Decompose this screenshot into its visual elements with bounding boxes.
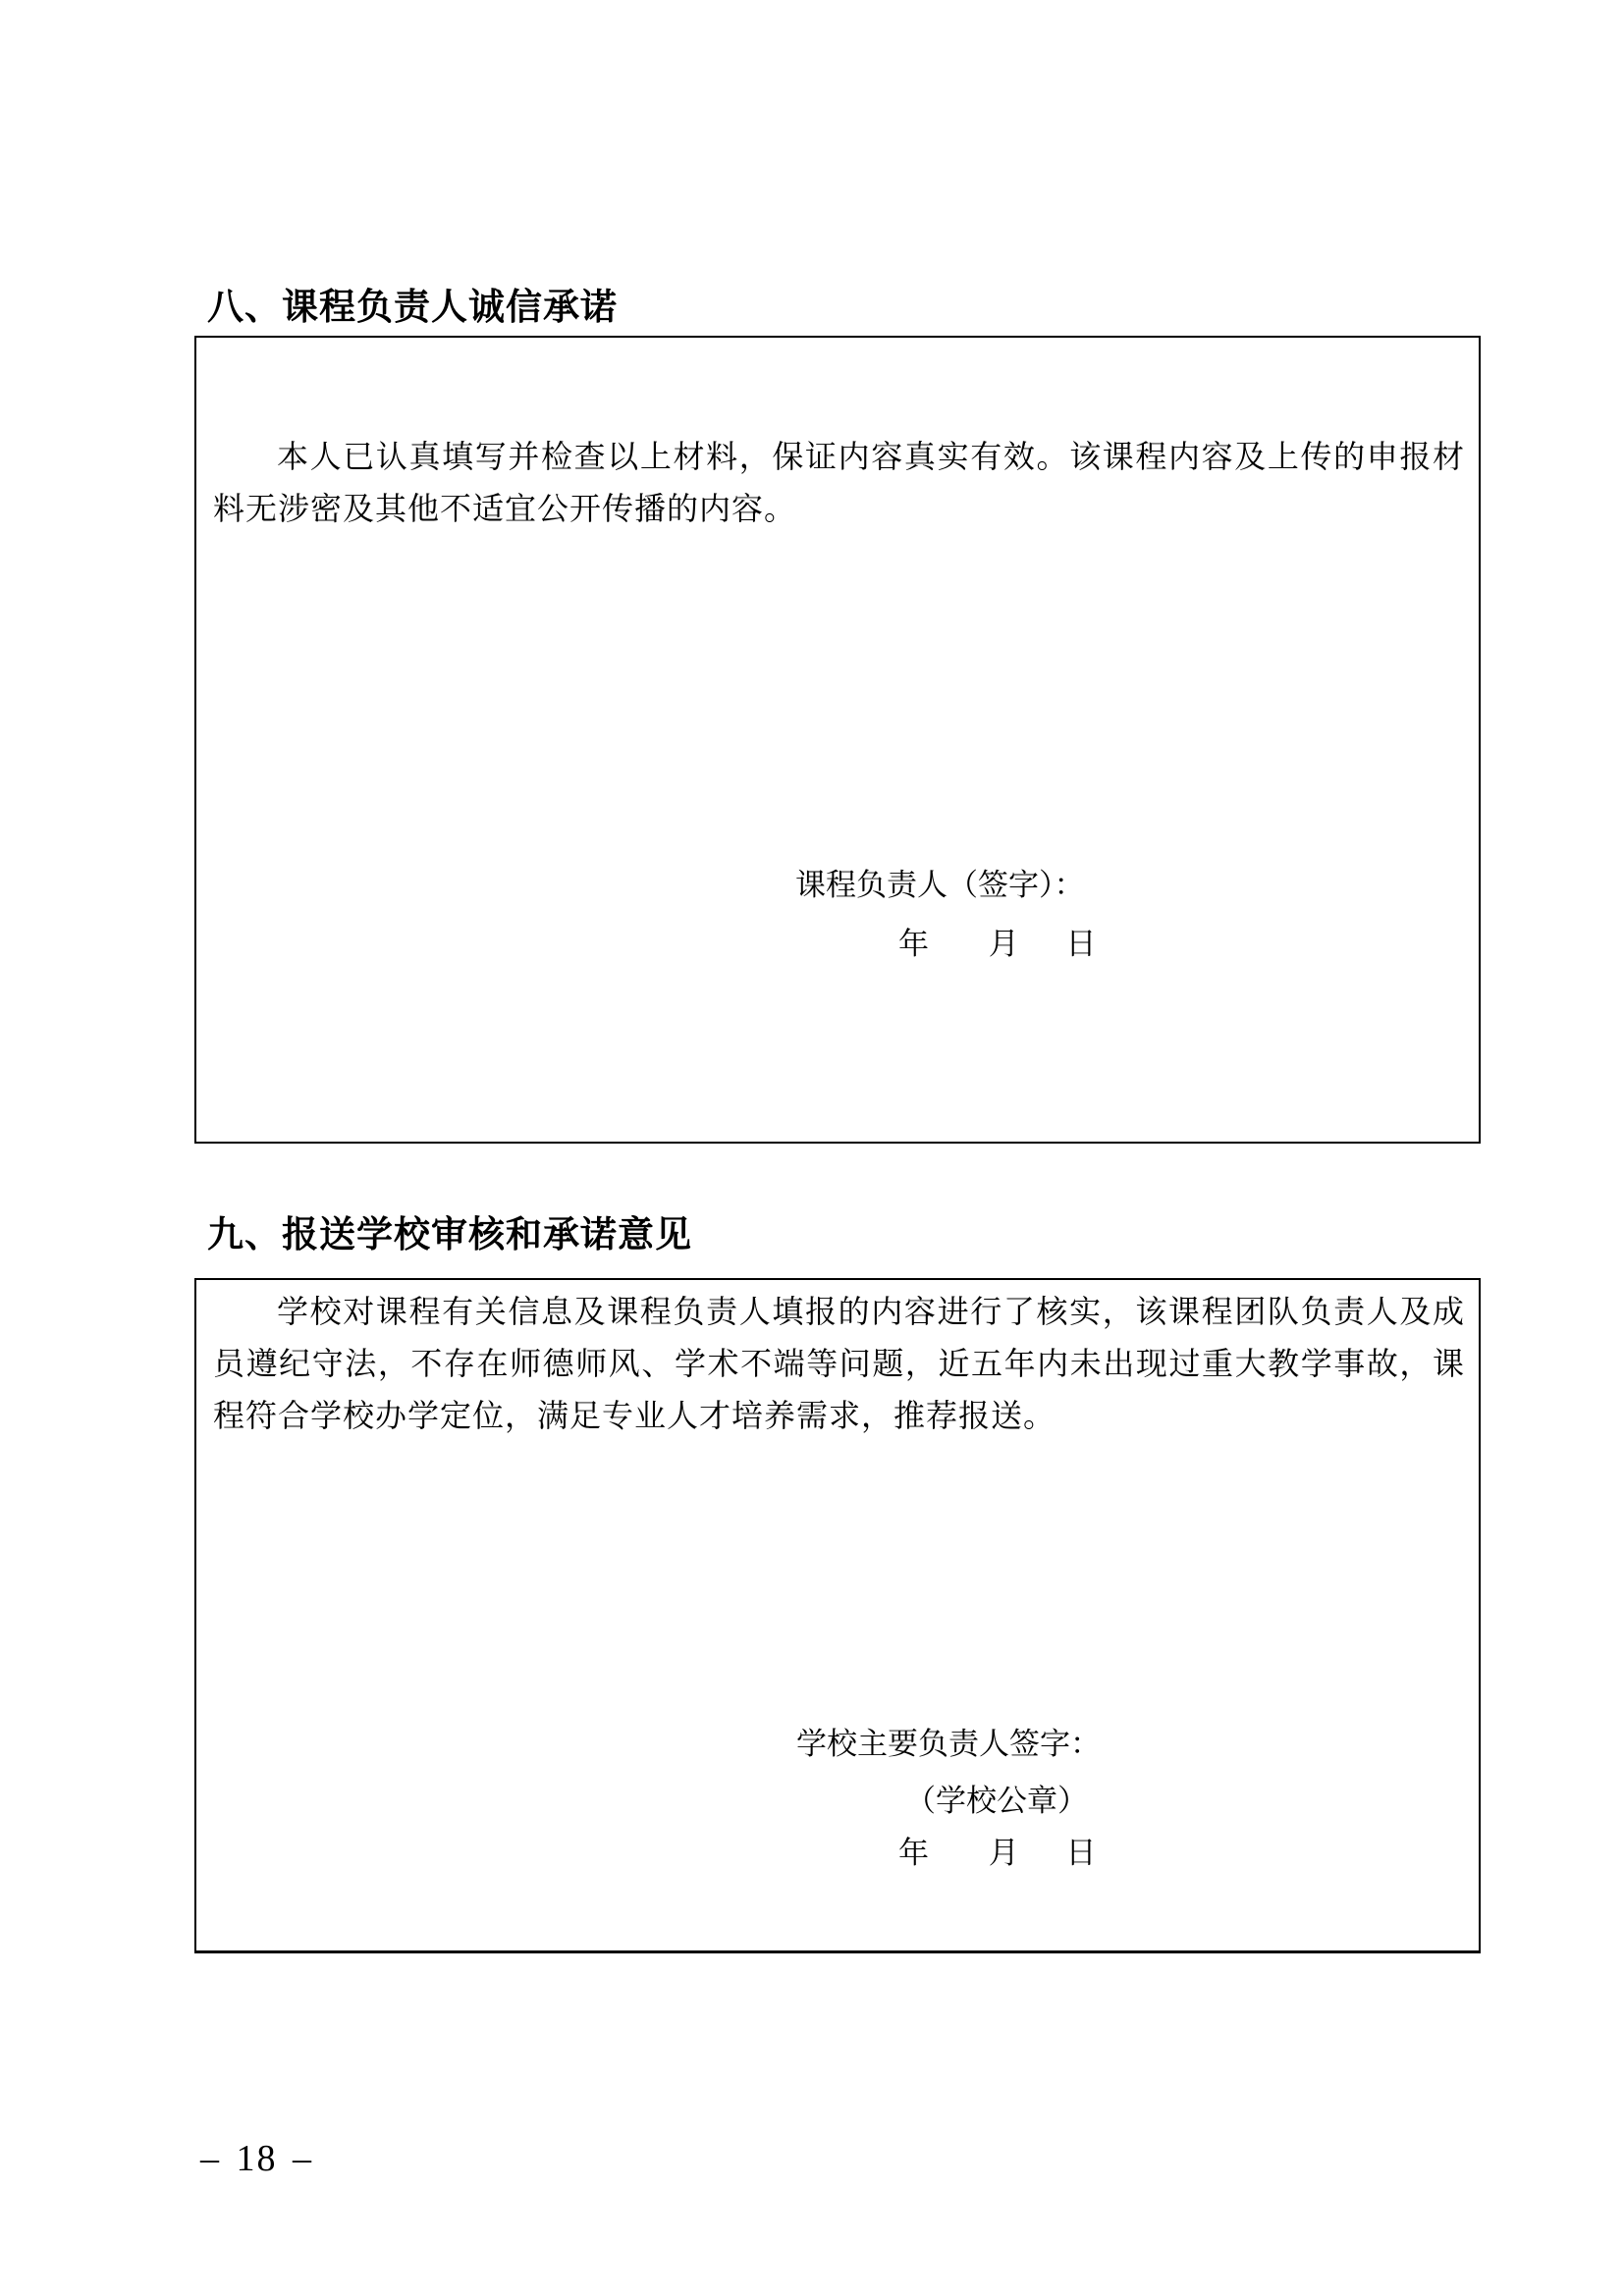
section-9-month-label: 月 bbox=[988, 1836, 1019, 1870]
section-9-year-label: 年 bbox=[898, 1836, 929, 1870]
section-8-day-label: 日 bbox=[1065, 927, 1097, 961]
section-8-commitment-text: 本人已认真填写并检查以上材料，保证内容真实有效。该课程内容及上传的申报材料无涉密及其他不适宜公开传播的内容。 bbox=[213, 439, 1465, 526]
section-8-month-label: 月 bbox=[988, 927, 1019, 961]
section-8-commitment-box bbox=[194, 336, 1481, 1144]
section-9-day-label: 日 bbox=[1065, 1836, 1097, 1870]
page-number: – 18 – bbox=[200, 2138, 313, 2179]
section-9-heading: 九、报送学校审核和承诺意见 bbox=[207, 1214, 692, 1255]
section-8-year-label: 年 bbox=[898, 927, 929, 961]
course-leader-signature-label: 课程负责人（签字）： bbox=[795, 868, 1085, 902]
section-9-review-text: 学校对课程有关信息及课程负责人填报的内容进行了核实，该课程团队负责人及成员遵纪守法，不存在师德师风、学术不端等问题，近五年内未出现过重大教学事故，课程符合学校办学定位，满足专业人才培养需求，推荐报送。 bbox=[213, 1294, 1465, 1433]
school-seal-label: （学校公章） bbox=[905, 1784, 1088, 1818]
school-principal-signature-label: 学校主要负责人签字： bbox=[796, 1727, 1101, 1761]
section-8-date-line bbox=[898, 926, 1097, 963]
section-8-heading: 八、课程负责人诚信承诺 bbox=[207, 287, 618, 327]
section-9-date-line bbox=[898, 1835, 1097, 1872]
section-9-review-box bbox=[194, 1278, 1481, 1953]
